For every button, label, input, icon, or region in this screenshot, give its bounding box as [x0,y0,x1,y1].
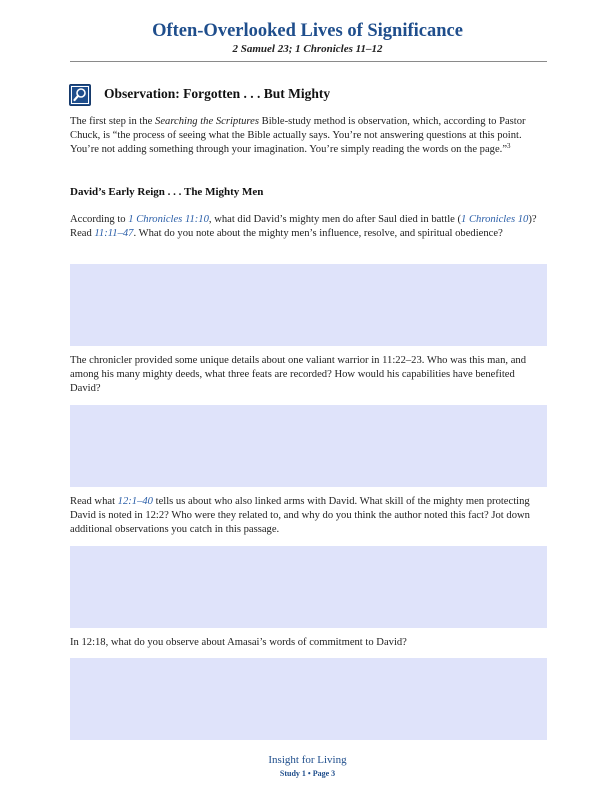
header-divider [70,61,547,62]
footer-page-number: Study 1 • Page 3 [279,769,336,778]
footnote-marker[interactable]: 3 [507,142,511,151]
subsection-heading: David’s Early Reign . . . The Mighty Men [70,186,264,198]
answer-field-1[interactable] [70,264,547,346]
intro-text-1: The first step in the [70,116,156,127]
section-title: Observation: Forgotten . . . But Mighty [104,86,331,101]
question-1 [70,213,548,241]
question-4: In 12:18, what do you observe about Amasai’s words of commitment to David? [70,637,407,648]
question-1-text: )? Read [70,214,537,240]
footer-organization: Insight for Living [268,754,347,766]
page-title: Often-Overlooked Lives of Significance [152,21,463,41]
question-1-text: According to [70,214,129,225]
question-3-text: Read what [70,496,118,507]
scripture-link[interactable]: 1 Chronicles 10 [461,214,529,225]
question-1-text: , what did David’s mighty men do after Saul died in battle ( [208,214,462,225]
question-1-text: . What do you note about the mighty men’s influence, resolve, and spiritual obedience? [133,228,503,240]
scripture-link[interactable]: 12:1–40 [117,496,153,507]
intro-book-title: Searching the Scriptures [155,116,259,127]
magnifying-glass-icon [69,84,91,106]
answer-field-4[interactable] [70,658,547,740]
intro-text-2: Bible-study method is observation, which, according to Pastor Chuck, is “the process of seeing what the Bible actually says. You’re not answering questions at this point. You’re not adding something through your imagination. You’re simply reading the words on the page.” [70,116,526,156]
scripture-link[interactable]: 11:11–47 [94,228,134,240]
answer-field-3[interactable] [70,546,547,628]
question-3 [70,495,548,538]
scripture-link[interactable]: 1 Chronicles 11:10 [128,214,209,225]
question-3-text: tells us about who also linked arms with David. What skill of the mighty men protecting David is noted in 12:2? Who were they related to, and why do you think the author noted this fact? Jot down additional observations you catch in this passage. [70,496,530,536]
question-2: The chronicler provided some unique details about one valiant warrior in 11:22–23. Who was this man, and among his many mighty deeds, what three feats are recorded? How would his capabilities have benefited David? [70,355,527,395]
answer-field-2[interactable] [70,405,547,487]
intro-paragraph [70,115,548,158]
page-subtitle: 2 Samuel 23; 1 Chronicles 11–12 [232,43,383,55]
